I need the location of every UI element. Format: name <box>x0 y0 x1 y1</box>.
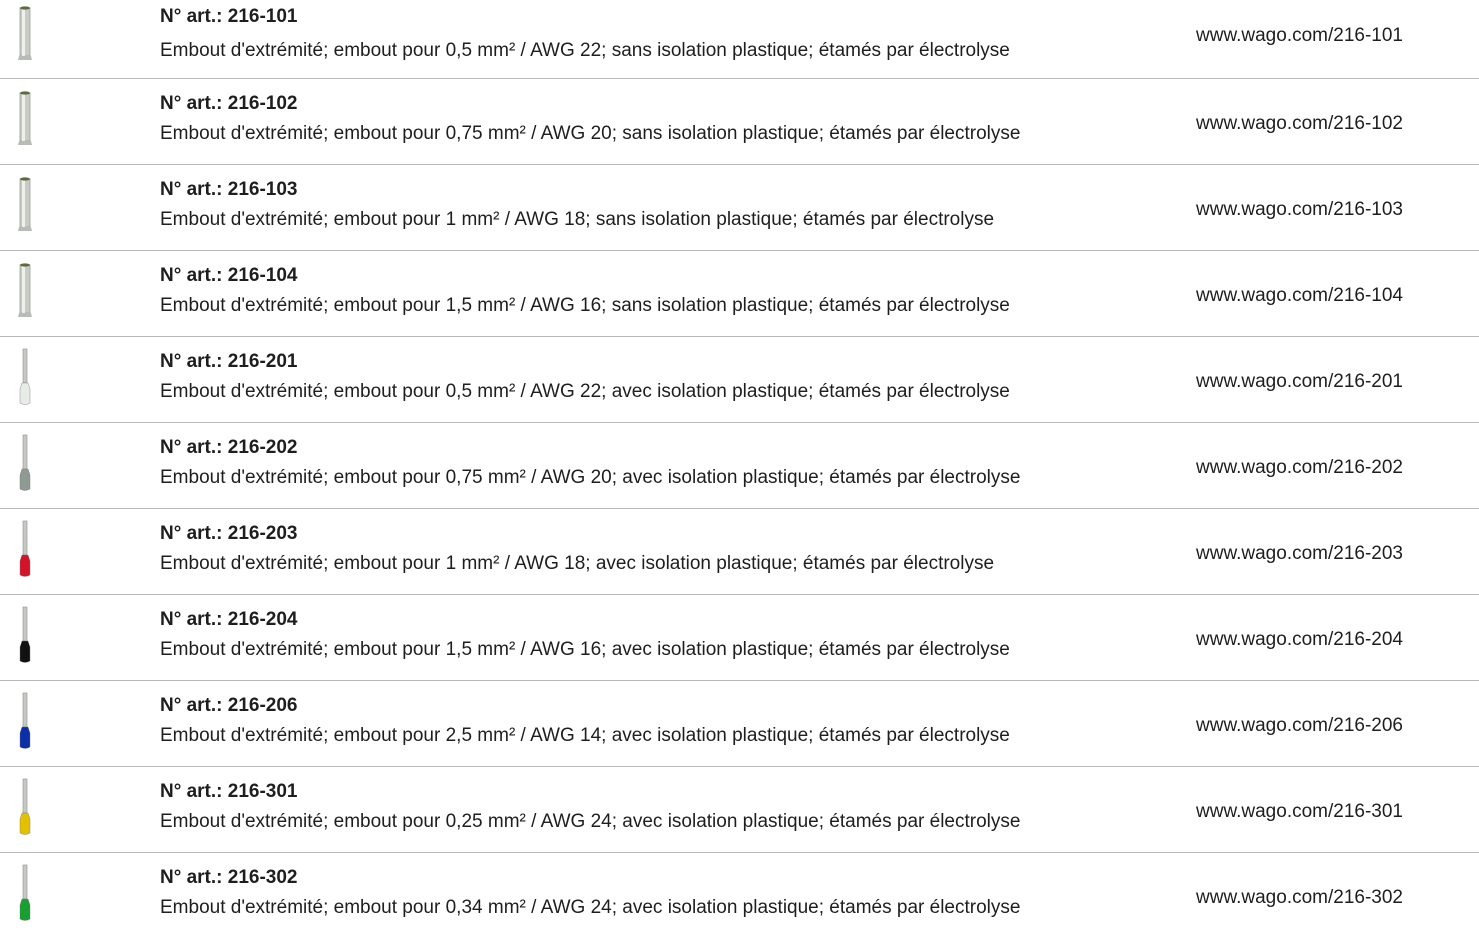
product-row <box>0 852 1479 938</box>
ferrule-icon <box>14 517 36 579</box>
product-description: Embout d'extrémité; embout pour 1,5 mm² / AWG 16; sans isolation plastique; étamés par électrolyse <box>160 295 1010 316</box>
product-row <box>0 594 1479 680</box>
article-number: N° art.: 216-103 <box>160 179 298 200</box>
article-number: N° art.: 216-204 <box>160 609 298 630</box>
product-link[interactable]: www.wago.com/216-103 <box>1196 199 1403 220</box>
product-link[interactable]: www.wago.com/216-204 <box>1196 629 1403 650</box>
product-row <box>0 164 1479 250</box>
product-row <box>0 78 1479 164</box>
article-number: N° art.: 216-102 <box>160 93 298 114</box>
product-link[interactable]: www.wago.com/216-101 <box>1196 25 1403 46</box>
product-description: Embout d'extrémité; embout pour 0,5 mm² / AWG 22; avec isolation plastique; étamés par électrolyse <box>160 381 1010 402</box>
article-number: N° art.: 216-301 <box>160 781 298 802</box>
ferrule-icon <box>14 345 36 407</box>
product-description: Embout d'extrémité; embout pour 0,75 mm² / AWG 20; avec isolation plastique; étamés par électrolyse <box>160 467 1021 488</box>
ferrule-icon <box>14 259 36 321</box>
article-number: N° art.: 216-101 <box>160 6 298 27</box>
product-row <box>0 508 1479 594</box>
product-description: Embout d'extrémité; embout pour 1 mm² / AWG 18; sans isolation plastique; étamés par électrolyse <box>160 209 995 230</box>
product-description: Embout d'extrémité; embout pour 0,5 mm² / AWG 22; sans isolation plastique; étamés par électrolyse <box>160 40 1010 61</box>
ferrule-icon <box>14 87 36 149</box>
product-description: Embout d'extrémité; embout pour 2,5 mm² / AWG 14; avec isolation plastique; étamés par électrolyse <box>160 725 1010 746</box>
article-number: N° art.: 216-203 <box>160 523 298 544</box>
product-link[interactable]: www.wago.com/216-302 <box>1196 887 1403 908</box>
product-row <box>0 336 1479 422</box>
article-number: N° art.: 216-104 <box>160 265 298 286</box>
product-link[interactable]: www.wago.com/216-206 <box>1196 715 1403 736</box>
product-row <box>0 250 1479 336</box>
product-row <box>0 0 1479 78</box>
product-row <box>0 766 1479 852</box>
ferrule-icon <box>14 2 36 64</box>
product-link[interactable]: www.wago.com/216-104 <box>1196 285 1403 306</box>
ferrule-icon <box>14 431 36 493</box>
article-number: N° art.: 216-201 <box>160 351 298 372</box>
article-number: N° art.: 216-206 <box>160 695 298 716</box>
ferrule-icon <box>14 603 36 665</box>
ferrule-icon <box>14 861 36 923</box>
product-description: Embout d'extrémité; embout pour 1,5 mm² / AWG 16; avec isolation plastique; étamés par électrolyse <box>160 639 1010 660</box>
ferrule-icon <box>14 775 36 837</box>
product-link[interactable]: www.wago.com/216-201 <box>1196 371 1403 392</box>
product-link[interactable]: www.wago.com/216-203 <box>1196 543 1403 564</box>
article-number: N° art.: 216-302 <box>160 867 298 888</box>
product-row <box>0 422 1479 508</box>
product-description: Embout d'extrémité; embout pour 0,25 mm² / AWG 24; avec isolation plastique; étamés par électrolyse <box>160 811 1021 832</box>
product-description: Embout d'extrémité; embout pour 0,75 mm² / AWG 20; sans isolation plastique; étamés par électrolyse <box>160 123 1021 144</box>
ferrule-icon <box>14 689 36 751</box>
ferrule-icon <box>14 173 36 235</box>
product-link[interactable]: www.wago.com/216-102 <box>1196 113 1403 134</box>
product-description: Embout d'extrémité; embout pour 0,34 mm² / AWG 24; avec isolation plastique; étamés par électrolyse <box>160 897 1021 918</box>
product-link[interactable]: www.wago.com/216-202 <box>1196 457 1403 478</box>
article-number: N° art.: 216-202 <box>160 437 298 458</box>
product-row <box>0 680 1479 766</box>
product-link[interactable]: www.wago.com/216-301 <box>1196 801 1403 822</box>
product-description: Embout d'extrémité; embout pour 1 mm² / AWG 18; avec isolation plastique; étamés par électrolyse <box>160 553 995 574</box>
